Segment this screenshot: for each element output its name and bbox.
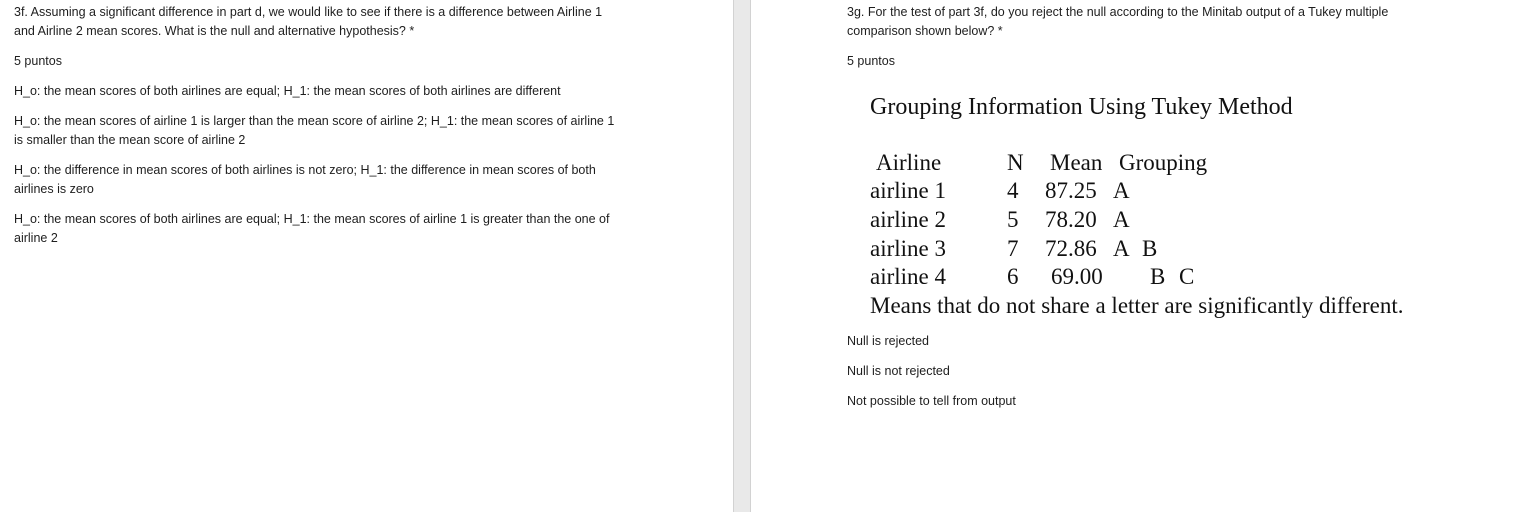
question-3f-points: 5 puntos [14,54,62,68]
tukey-row-2-airline: airline 2 [870,207,946,232]
option-3f-3[interactable]: H_o: the difference in mean scores of both airlines is not zero; H_1: the difference in mean scores of both airlines is zero [14,163,596,196]
tukey-row-4-group-b: B [1150,264,1166,289]
page-separator [733,0,751,512]
tukey-note: Means that do not share a letter are significantly different. [870,293,1404,318]
question-3f-text: 3f. Assuming a significant difference in part d, we would like to see if there is a difference between Airline 1 and Airline 2 mean scores. What is the null and alternative hypothesis? * [14,5,603,38]
tukey-header-airline: Airline [876,150,942,175]
option-3f-4[interactable]: H_o: the mean scores of both airlines are equal; H_1: the mean scores of airline 1 is greater than the one of airline 2 [14,212,610,245]
tukey-output-image [870,92,1470,322]
tukey-row-3-airline: airline 3 [870,236,946,261]
option-3g-3[interactable]: Not possible to tell from output [847,394,1016,408]
right-page [751,0,1527,512]
tukey-header-grouping: Grouping [1119,150,1208,175]
tukey-row-1-n: 4 [1007,178,1019,203]
question-3g-points: 5 puntos [847,54,895,68]
tukey-row-4-mean: 69.00 [1051,264,1103,289]
option-3f-1[interactable]: H_o: the mean scores of both airlines are equal; H_1: the mean scores of both airlines are different [14,84,561,98]
tukey-header-n: N [1007,150,1024,175]
tukey-row-3-n: 7 [1007,236,1019,261]
tukey-title: Grouping Information Using Tukey Method [870,94,1293,120]
tukey-row-4-group-c: C [1179,264,1195,289]
tukey-row-1-mean: 87.25 [1045,178,1097,203]
question-3f-options [14,82,733,248]
option-3g-1[interactable]: Null is rejected [847,334,929,348]
tukey-row-3-group-b: B [1142,236,1158,261]
tukey-row-3-group-a: A [1113,236,1130,261]
tukey-row-1-airline: airline 1 [870,178,946,203]
question-3g-text: 3g. For the test of part 3f, do you reject the null according to the Minitab output of a Tukey multiple comparison shown below? * [847,5,1389,38]
tukey-row-2-group-a: A [1113,207,1130,232]
tukey-row-4-n: 6 [1007,264,1019,289]
tukey-row-1-group-a: A [1113,178,1130,203]
tukey-row-3-mean: 72.86 [1045,236,1097,261]
option-3f-2[interactable]: H_o: the mean scores of airline 1 is larger than the mean score of airline 2; H_1: the mean scores of airline 1 is smaller than the mean score of airline 2 [14,114,615,147]
tukey-row-2-n: 5 [1007,207,1019,232]
question-3g-options [847,332,1527,411]
tukey-row-2-mean: 78.20 [1045,207,1097,232]
option-3g-2[interactable]: Null is not rejected [847,364,950,378]
left-page [0,0,733,512]
tukey-row-4-airline: airline 4 [870,264,946,289]
tukey-header-mean: Mean [1050,150,1103,175]
